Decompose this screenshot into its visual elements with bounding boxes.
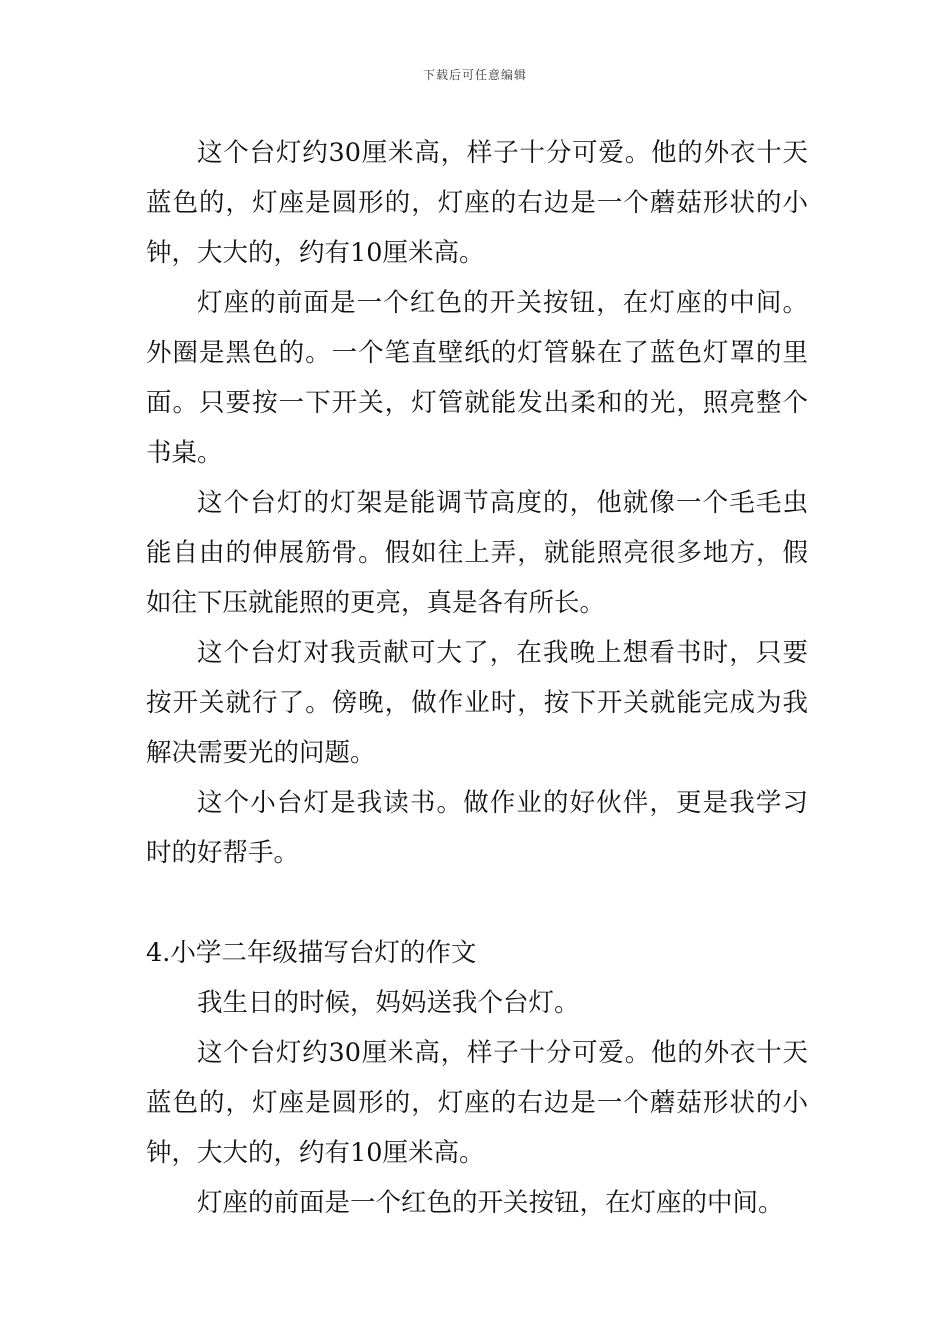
page-header: 下载后可任意编辑 [422, 68, 527, 82]
paragraph: 我生日的时候，妈妈送我个台灯。 [197, 988, 580, 1018]
paragraph: 这个台灯的灯架是能调节高度的，他就像一个毛毛虫能自由的伸展筋骨。假如往上弄，就能照亮很多地方，假如往下压就能照的更亮，真是各有所长。 [146, 488, 808, 618]
paragraph: 这个小台灯是我读书。做作业的好伙伴，更是我学习时的好帮手。 [146, 788, 808, 868]
paragraph: 这个台灯约30厘米高，样子十分可爱。他的外衣十天蓝色的，灯座是圆形的，灯座的右边是一个蘑菇形状的小钟，大大的，约有10厘米高。 [146, 1038, 808, 1168]
paragraph: 这个台灯对我贡献可大了，在我晚上想看书时，只要按开关就行了。傍晚，做作业时，按下开关就能完成为我解决需要光的问题。 [146, 638, 808, 768]
section-heading: 4.小学二年级描写台灯的作文 [146, 938, 477, 968]
paragraph: 灯座的前面是一个红色的开关按钮，在灯座的中间。 [197, 1188, 784, 1218]
paragraph: 灯座的前面是一个红色的开关按钮，在灯座的中间。外圈是黑色的。一个笔直壁纸的灯管躲在了蓝色灯罩的里面。只要按一下开关，灯管就能发出柔和的光，照亮整个书桌。 [146, 288, 808, 468]
paragraph: 这个台灯约30厘米高，样子十分可爱。他的外衣十天蓝色的，灯座是圆形的，灯座的右边是一个蘑菇形状的小钟，大大的，约有10厘米高。 [146, 138, 808, 268]
document-body [146, 128, 808, 1228]
